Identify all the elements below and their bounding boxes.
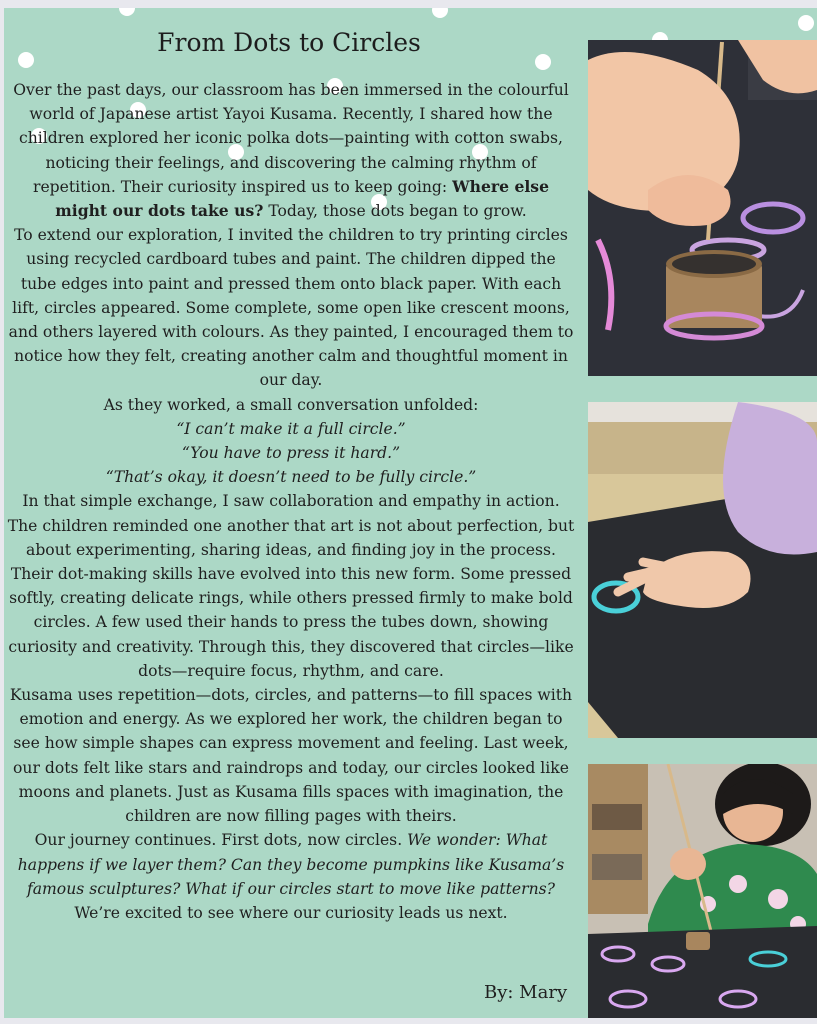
- italic-questions: We wonder: What happens if we layer them? Can they become pumpkins like Kusama’s famous sculptures? What if our circles start to move like patterns?: [17, 831, 565, 898]
- text: Over the past days, our classroom has been immersed in the colourful world of Japanese artist Yayoi Kusama. Recently, I shared how the children explored her iconic polka dots—painting with cotton swabs, noticing their feelings, and discovering the calming rhythm of repetition. Their curiosity inspired us to keep going:: [13, 81, 569, 196]
- author-credit: By: Mary: [484, 982, 568, 1003]
- polka-dot: [432, 8, 448, 18]
- bold-question: Where else might our dots take us?: [55, 176, 549, 221]
- quote-line: [6, 441, 576, 465]
- quote-text: “You have to press it hard.”: [181, 444, 401, 463]
- quote-line: [6, 465, 576, 489]
- text: Our journey continues. First dots, now circles.: [34, 831, 408, 850]
- photo-child-printing-circle-with-tube: [588, 40, 817, 376]
- quote-text: “I can’t make it a full circle.”: [176, 419, 406, 438]
- page: [4, 8, 817, 1018]
- polka-dot: [119, 8, 135, 16]
- paragraph-kusama: Kusama uses repetition—dots, circles, and patterns—to fill spaces with emotion and energy. As we explored her work, the children began to see how simple shapes can express movement and feeling. Last week, our dots felt like stars and raindrops and today, our circles looked like moons and planets. Just as Kusama fills spaces with imagination, the children are now filling pages with theirs.: [9, 686, 573, 826]
- paragraph-journey: [6, 828, 576, 925]
- paragraph-collaboration: In that simple exchange, I saw collaboration and empathy in action. The children reminded one another that art is not about perfection, but about experimenting, sharing ideas, and finding joy in the process. Their dot-making skills have evolved into this new form. Some pressed softly, creating delicate rings, while others pressed firmly to make bold circles. A few used their hands to press the tubes down, showing curiosity and creativity. Through this, they discovered that circles—like dots—require focus, rhythm, and care.: [7, 492, 575, 680]
- paragraph-intro: [6, 78, 576, 223]
- photo-child-hand-pressing-paper: [588, 402, 817, 738]
- text: We’re excited to see where our curiosity leads us next.: [74, 903, 508, 922]
- quote-line: [6, 417, 576, 441]
- paragraph-conversation: As they worked, a small conversation unfolded:: [103, 395, 479, 414]
- article-body: [6, 78, 576, 925]
- photo-child-in-green-sweater-with-stick: [588, 764, 817, 1018]
- text: Today, those dots began to grow.: [263, 202, 527, 221]
- quote-text: “That’s okay, it doesn’t need to be fully circle.”: [105, 468, 477, 487]
- polka-dot: [798, 15, 814, 31]
- paragraph-extension: To extend our exploration, I invited the children to try printing circles using recycled cardboard tubes and paint. The children dipped the tube edges into paint and pressed them onto black paper. With each lift, circles appeared. Some complete, some open like crescent moons, and others layered with colours. As they painted, I encouraged them to notice how they felt, creating another calm and thoughtful moment in our day.: [8, 226, 574, 390]
- page-title: From Dots to Circles: [157, 28, 421, 57]
